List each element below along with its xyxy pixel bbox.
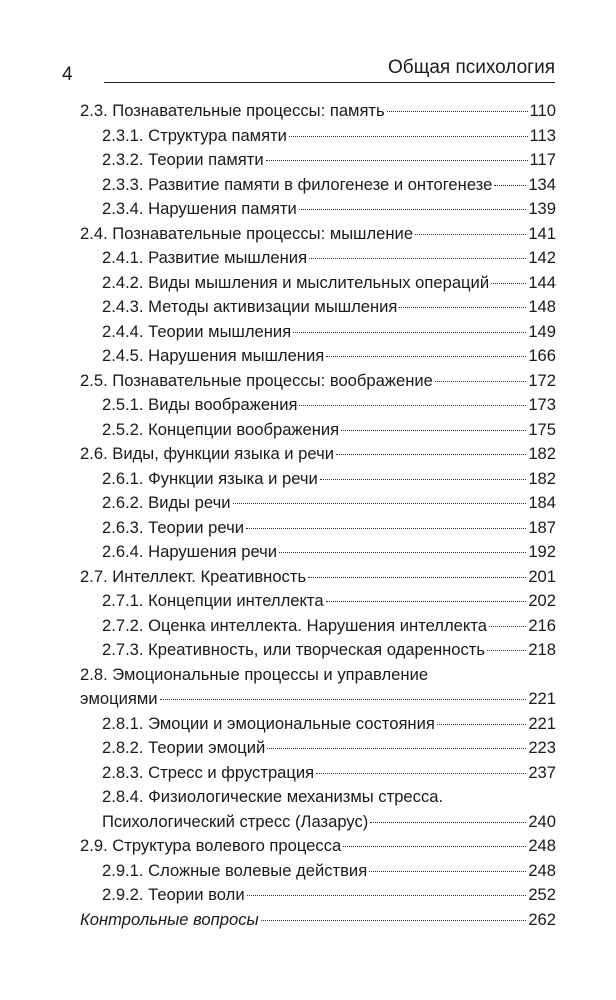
- dot-leader: [246, 528, 526, 529]
- dot-leader: [370, 822, 526, 823]
- dot-leader: [293, 332, 526, 333]
- dot-leader: [343, 846, 526, 847]
- toc-entry-page: 113: [529, 125, 556, 145]
- dot-leader: [160, 699, 527, 700]
- toc-entry-page: 139: [528, 199, 556, 218]
- toc-entry: [0, 540, 556, 565]
- toc-entry-page: 252: [528, 885, 556, 904]
- toc-entry: [0, 271, 556, 296]
- toc-entry-title: 2.9.1. Сложные волевые действия: [102, 860, 368, 880]
- page-number: 4: [62, 64, 73, 85]
- toc-entry-title: 2.4.2. Виды мышления и мыслительных операций: [102, 272, 490, 292]
- toc-entry-page: 166: [528, 346, 556, 365]
- dot-leader: [336, 454, 526, 455]
- dot-leader: [309, 258, 526, 259]
- dot-leader: [266, 160, 528, 161]
- toc-entry-title: 2.3. Познавательные процессы: память: [80, 101, 385, 120]
- toc-entry: [0, 320, 556, 345]
- toc-entry: [0, 736, 556, 761]
- toc-entry-title: 2.8.3. Стресс и фрустрация: [102, 762, 315, 782]
- toc-entry: [0, 369, 556, 394]
- toc-entry-page: 134: [528, 174, 556, 194]
- toc-entry-title: 2.7.1. Концепции интеллекта: [102, 591, 324, 610]
- toc-entry-page: 221: [528, 689, 556, 708]
- dot-leader: [308, 577, 526, 578]
- toc-entry: [0, 638, 556, 663]
- dot-leader: [399, 307, 526, 308]
- toc-entry-title: 2.9. Структура волевого процесса: [80, 836, 342, 855]
- toc-entry-title: 2.3.1. Структура памяти: [102, 125, 287, 145]
- toc-entry: [0, 197, 556, 222]
- toc-entry: [0, 614, 556, 639]
- toc-entry-page: 218: [528, 640, 556, 659]
- toc-entry: [0, 124, 556, 149]
- dot-leader: [494, 185, 526, 186]
- dot-leader: [415, 234, 526, 235]
- toc-entry-page: 144: [528, 272, 556, 292]
- toc-entry: [0, 344, 556, 369]
- toc-entry: [0, 491, 556, 516]
- toc-entry: [0, 785, 556, 810]
- toc-entry-title: 2.4.1. Развитие мышления: [102, 248, 308, 267]
- toc-entry-title: 2.6.4. Нарушения речи: [102, 542, 278, 561]
- toc-entry-title: 2.6.3. Теории речи: [102, 517, 244, 537]
- toc-entry-title: 2.4.5. Нарушения мышления: [102, 346, 325, 365]
- toc-entry: [0, 810, 556, 835]
- header-rule: [104, 82, 555, 83]
- toc-entry: [0, 99, 556, 124]
- toc-entry-title: 2.3.2. Теории памяти: [102, 150, 264, 169]
- toc-entry: [0, 442, 556, 467]
- toc-entry-page: 248: [528, 836, 556, 855]
- toc-entry-page: 182: [528, 468, 556, 488]
- toc-entry-title: 2.7.3. Креативность, или творческая одаренность: [102, 640, 486, 659]
- dot-leader: [326, 356, 526, 357]
- dot-leader: [261, 920, 527, 921]
- toc-entry-title: 2.7. Интеллект. Креативность: [80, 566, 307, 586]
- toc-entry-title: 2.3.3. Развитие памяти в филогенезе и онтогенезе: [102, 174, 493, 194]
- dot-leader: [233, 503, 527, 504]
- toc-entry-page: 110: [529, 101, 556, 120]
- toc-entry-page: 202: [528, 591, 556, 610]
- toc-entry-page: 117: [529, 150, 556, 169]
- toc-entry-title: 2.5. Познавательные процессы: воображение: [80, 370, 433, 390]
- toc-entry: [0, 712, 556, 737]
- dot-leader: [299, 209, 527, 210]
- dot-leader: [487, 650, 526, 651]
- toc-entry-title: 2.6.2. Виды речи: [102, 493, 231, 512]
- toc-entry: [0, 834, 556, 859]
- toc-entry: [0, 565, 556, 590]
- toc-entry: [0, 222, 556, 247]
- toc-entry-page: 149: [528, 321, 556, 341]
- dot-leader: [267, 748, 526, 749]
- toc-entry-title: 2.8.4. Физиологические механизмы стресса.: [102, 787, 444, 806]
- toc-entry-page: 216: [528, 615, 556, 635]
- toc-entry: [0, 246, 556, 271]
- dot-leader: [316, 773, 526, 774]
- toc-entry: [0, 148, 556, 173]
- toc-entry: [0, 418, 556, 443]
- toc-entry-page: 248: [528, 860, 556, 880]
- toc-entry-title: Психологический стресс (Лазарус): [102, 811, 369, 831]
- dot-leader: [369, 871, 526, 872]
- toc-entry: [0, 883, 556, 908]
- dot-leader: [435, 381, 526, 382]
- toc-entry-page: 237: [528, 762, 556, 782]
- toc-entry: [0, 516, 556, 541]
- toc-entry: [0, 908, 556, 933]
- toc-entry-title: Контрольные вопросы: [80, 909, 259, 929]
- toc-entry-title: 2.6.1. Функции языка и речи: [102, 468, 318, 488]
- toc-entry-page: 172: [528, 370, 556, 390]
- toc-entry-page: 141: [528, 223, 556, 243]
- toc-entry-page: 187: [528, 517, 556, 537]
- toc-entry-title: 2.5.1. Виды воображения: [102, 395, 298, 414]
- dot-leader: [279, 552, 526, 553]
- dot-leader: [437, 724, 526, 725]
- toc-entry-title: 2.7.2. Оценка интеллекта. Нарушения интеллекта: [102, 615, 487, 635]
- toc-entry-title: 2.6. Виды, функции языка и речи: [80, 444, 334, 463]
- dot-leader: [320, 479, 527, 480]
- toc-entry-page: 240: [528, 811, 556, 831]
- dot-leader: [387, 111, 528, 112]
- toc-entry-page: 173: [528, 395, 556, 414]
- dot-leader: [489, 626, 526, 627]
- toc-entry-title: 2.5.2. Концепции воображения: [102, 419, 340, 439]
- toc-entry-page: 182: [528, 444, 556, 463]
- toc-entry-page: 175: [528, 419, 556, 439]
- toc-entry-page: 262: [528, 909, 556, 929]
- toc-entry-page: 223: [528, 738, 556, 757]
- toc-entry-page: 221: [528, 713, 556, 733]
- dot-leader: [247, 895, 527, 896]
- toc-entry-title: 2.4.4. Теории мышления: [102, 321, 292, 341]
- dot-leader: [299, 405, 526, 406]
- toc-entry: [0, 663, 556, 688]
- toc-entry-page: 184: [528, 493, 556, 512]
- toc-entry: [0, 173, 556, 198]
- toc-entry-title: 2.8. Эмоциональные процессы и управление: [80, 664, 429, 684]
- page-header: [0, 0, 616, 84]
- table-of-contents: [0, 99, 616, 932]
- toc-entry-page: 192: [528, 542, 556, 561]
- toc-entry: [0, 859, 556, 884]
- running-title: Общая психология: [388, 57, 555, 78]
- toc-entry: [0, 393, 556, 418]
- toc-entry-page: 142: [528, 248, 556, 267]
- toc-entry-title: 2.4.3. Методы активизации мышления: [102, 297, 398, 316]
- dot-leader: [341, 430, 526, 431]
- toc-entry-title: 2.8.1. Эмоции и эмоциональные состояния: [102, 713, 435, 733]
- toc-entry-title: 2.3.4. Нарушения памяти: [102, 199, 297, 218]
- toc-entry-page: 148: [528, 297, 556, 316]
- dot-leader: [289, 136, 528, 137]
- toc-entry: [0, 687, 556, 712]
- toc-entry: [0, 589, 556, 614]
- toc-entry-title: эмоциями: [80, 689, 158, 708]
- toc-entry-title: 2.8.2. Теории эмоций: [102, 738, 266, 757]
- dot-leader: [491, 283, 526, 284]
- toc-entry: [0, 467, 556, 492]
- toc-entry-title: 2.9.2. Теории воли: [102, 885, 245, 904]
- toc-entry-page: 201: [528, 566, 556, 586]
- toc-entry: [0, 761, 556, 786]
- toc-entry: [0, 295, 556, 320]
- toc-entry-title: 2.4. Познавательные процессы: мышление: [80, 223, 414, 243]
- dot-leader: [326, 601, 527, 602]
